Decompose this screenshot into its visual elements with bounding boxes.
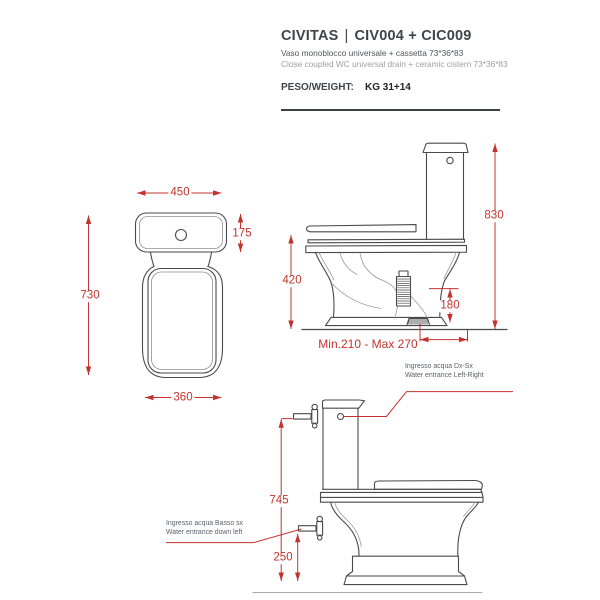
product-code: CIV004 + CIC009: [354, 28, 472, 44]
subtitle-italian: Vaso monoblocco universale + cassetta 73*36*83: [281, 48, 464, 58]
plan-flush-button: [176, 230, 187, 241]
dim-side-bowl-height-label: 420: [282, 274, 302, 287]
plan-rim-inner: [152, 272, 213, 370]
side-seat-lid: [307, 225, 416, 232]
dim-top-inlet-height-label: 745: [269, 494, 289, 507]
inlet-bowl-right-profile: [458, 502, 479, 556]
inlet-rim-band: [321, 489, 484, 502]
side-trap-lines: [332, 253, 428, 318]
side-bowl-inner-lines: [319, 252, 456, 280]
inlet-seat-lid: [375, 481, 483, 490]
inlet-cistern-lid: [323, 400, 365, 408]
bottom-inlet-annotation: [166, 520, 243, 537]
dim-plan-width-label: 450: [170, 186, 190, 199]
bottom-inlet-annotation-english: Water entrance down left: [166, 528, 243, 536]
weight-value: KG 31+14: [365, 82, 411, 93]
side-pipe-cap: [399, 271, 408, 277]
dim-plan-tank-depth-label: 175: [232, 227, 252, 240]
side-cistern-lid: [423, 143, 468, 152]
top-inlet-annotation-english: Water entrance Left-Right: [405, 371, 484, 379]
dim-side-drain-height-label: 180: [440, 299, 460, 312]
plan-rim-outline: [148, 269, 216, 374]
bottom-inlet-fitting: [299, 516, 323, 540]
dim-bottom-inlet-height-label: 250: [273, 551, 293, 564]
side-cistern-body: [427, 153, 464, 240]
plan-cistern-inner: [140, 217, 223, 249]
inlet-bowl-left-inner: [335, 502, 362, 547]
plan-view-dimensions: [86, 190, 243, 400]
plan-bowl-outline: [143, 267, 223, 378]
plan-dimension-arrows: [86, 190, 243, 400]
plan-view-drawing: [136, 213, 227, 378]
bottom-inlet-annotation-italian: Ingresso acqua Basso sx: [166, 520, 243, 527]
plan-cistern-outline: [136, 213, 227, 252]
top-inlet-annotation-italian: Ingresso acqua Dx-Sx: [405, 363, 473, 370]
side-drain-hatch: [409, 319, 427, 324]
dim-plan-total-depth-label: 730: [80, 289, 100, 302]
dim-plan-bowl-width-label: 360: [173, 391, 193, 404]
top-inlet-fitting: [294, 404, 318, 428]
top-inlet-leader-line: [344, 392, 513, 417]
dim-side-drain-distance-label: Min.210 - Max 270: [318, 337, 418, 351]
side-drain-outline: [407, 318, 430, 324]
side-rim-band: [306, 239, 467, 252]
side-cistern-hole: [447, 157, 453, 163]
plan-neck-lines: [151, 253, 212, 267]
inlet-cistern-hole: [338, 414, 344, 420]
brand-name: CIVITAS: [281, 28, 339, 44]
title-separator: |: [344, 28, 349, 44]
side-view-drawing: [302, 143, 507, 329]
top-inlet-annotation: [405, 363, 484, 380]
weight-label: PESO/WEIGHT:: [281, 82, 354, 93]
inlet-plinth: [344, 556, 467, 584]
side-bowl-left-profile: [316, 253, 334, 317]
dim-side-total-height-label: 830: [484, 209, 504, 222]
inlet-cistern-body: [323, 408, 358, 489]
subtitle-english: Close coupled WC universal drain + ceramic cistern 73*36*83: [281, 58, 508, 69]
